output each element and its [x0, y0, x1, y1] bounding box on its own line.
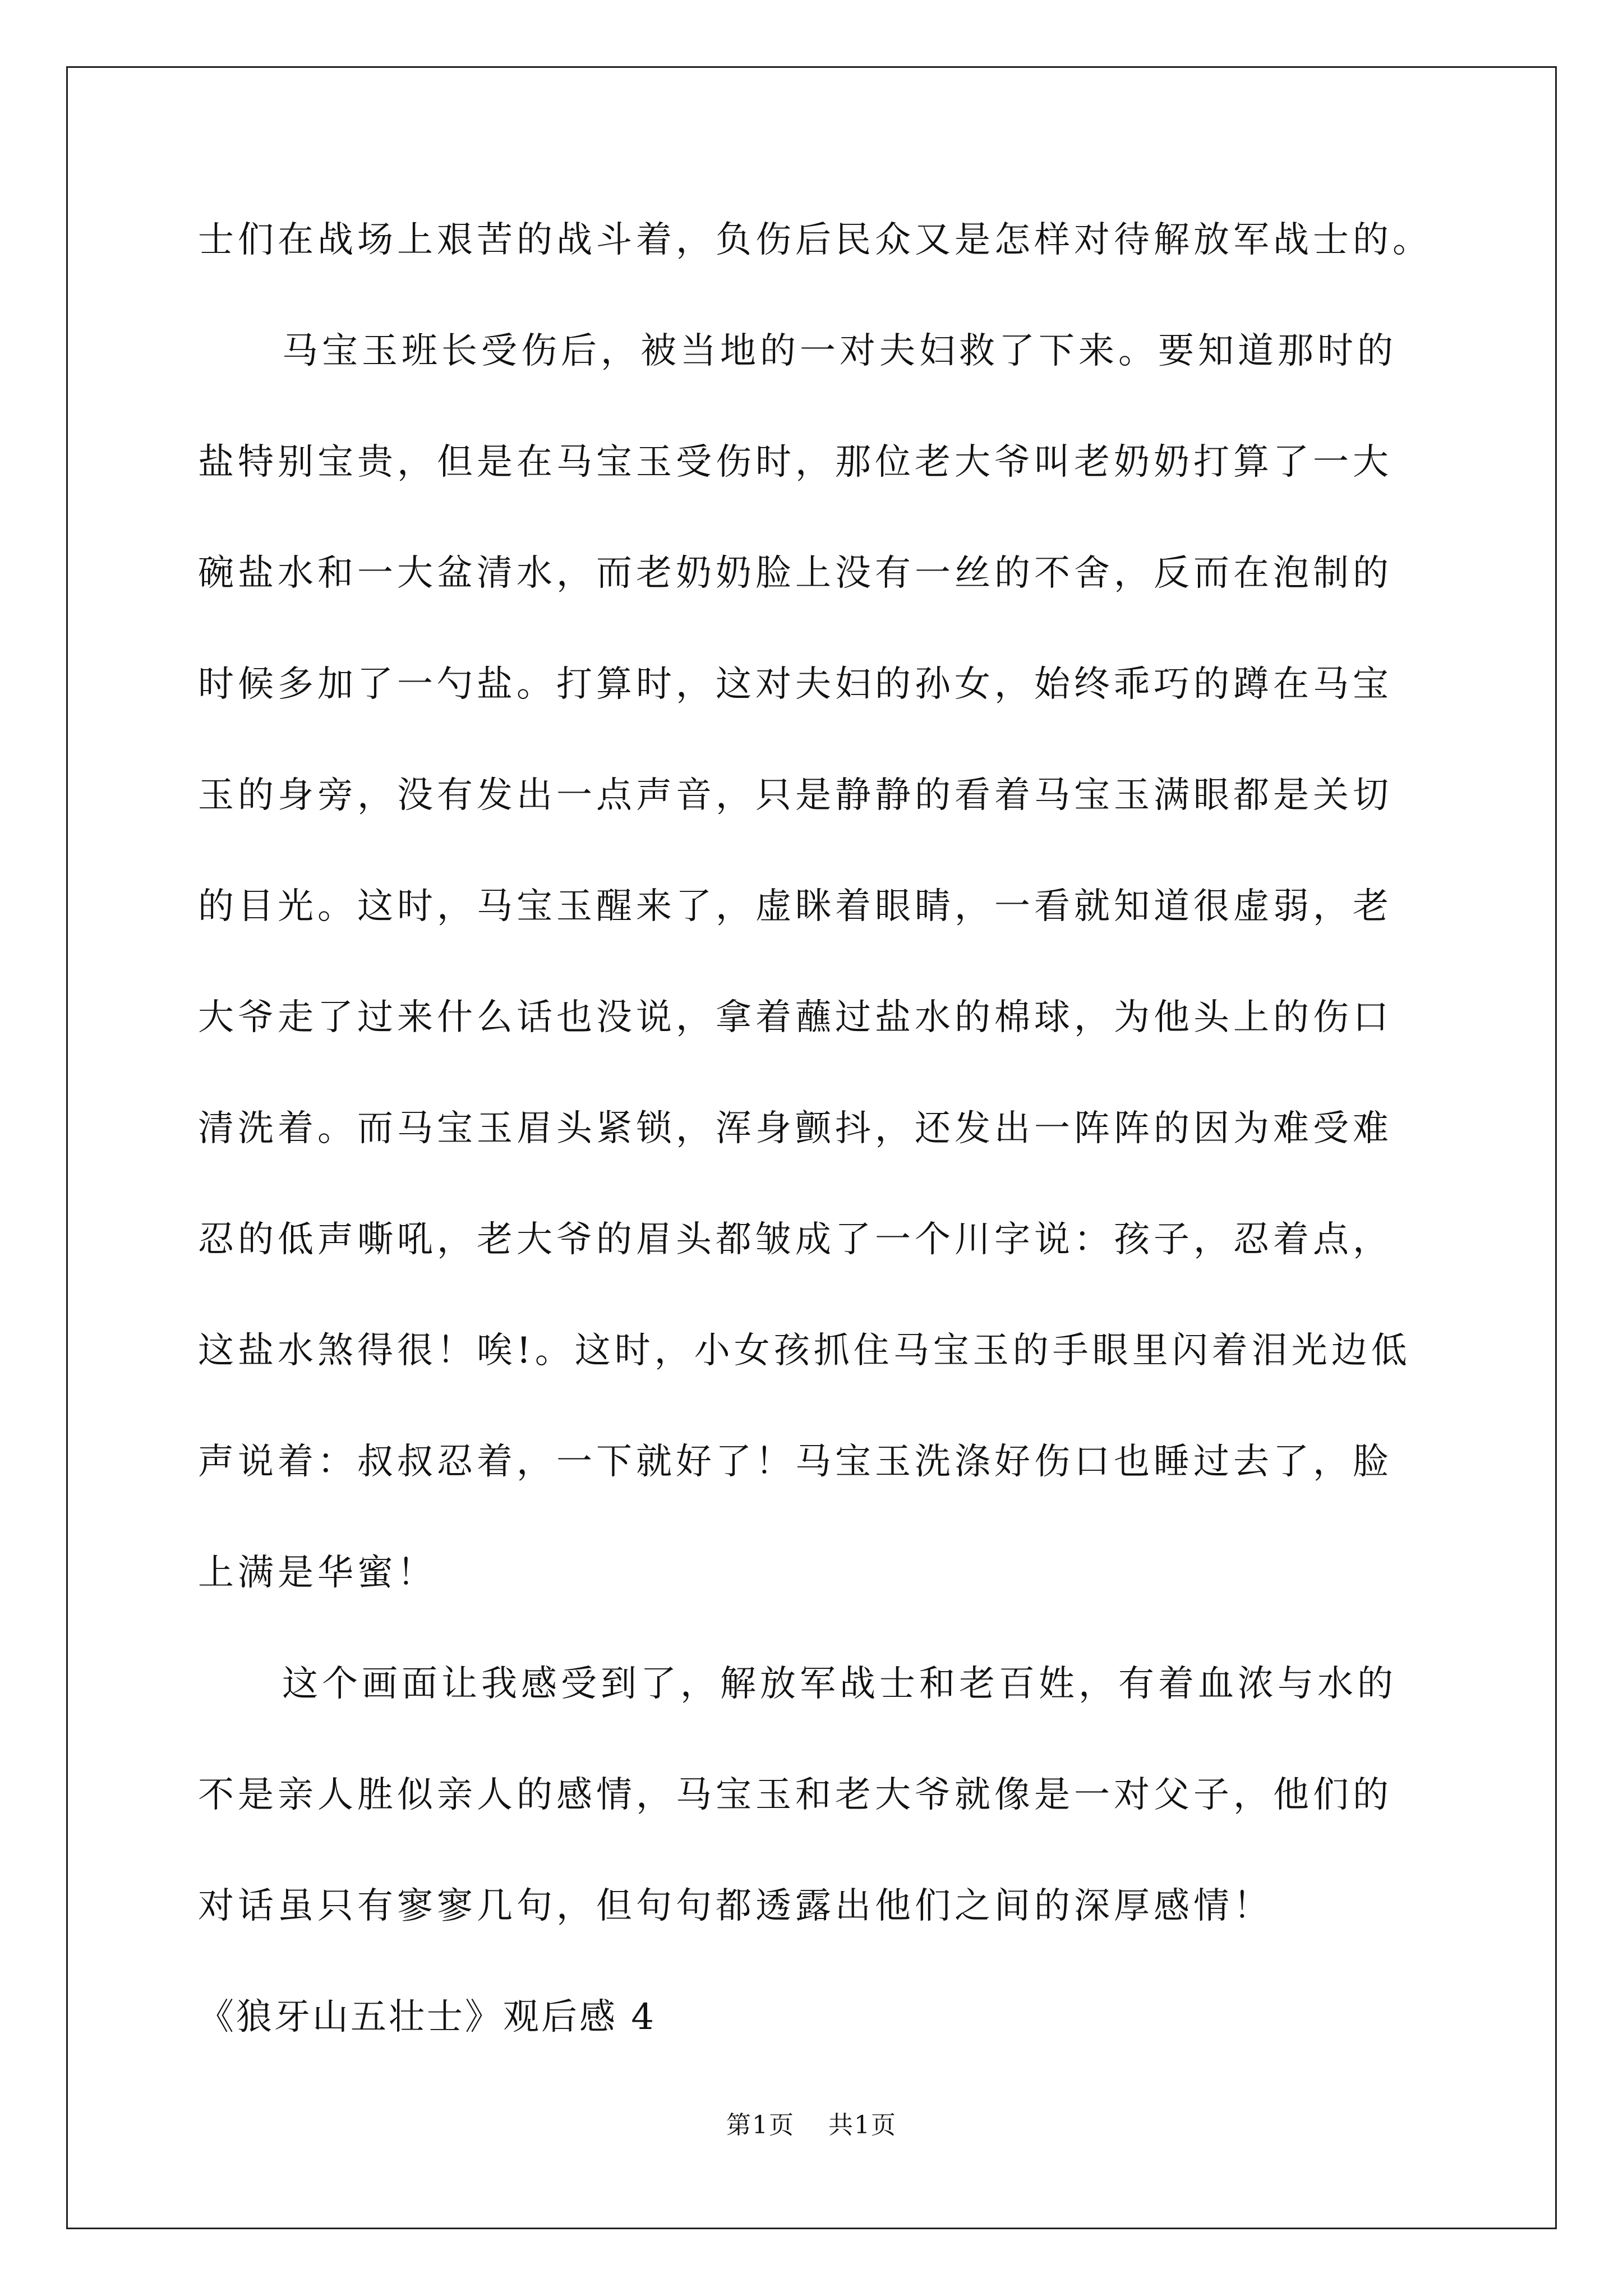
paragraph-line: 士们在战场上艰苦的战斗着，负伤后民众又是怎样对待解放军战士的。 [198, 219, 1432, 261]
paragraph-line: 这盐水煞得很！唉!。这时，小女孩抓住马宝玉的手眼里闪着泪光边低 [198, 1330, 1411, 1372]
paragraph-line: 忍的低声嘶吼，老大爷的眉头都皱成了一个川字说：孩子，忍着点， [198, 1219, 1393, 1260]
paragraph-line: 的目光。这时，马宝玉醒来了，虚眯着眼睛，一看就知道很虚弱，老 [198, 886, 1393, 927]
page-number: 第1页 [726, 2111, 795, 2139]
paragraph-line: 玉的身旁，没有发出一点声音，只是静静的看着马宝玉满眼都是关切 [198, 775, 1393, 816]
paragraph-line: 清洗着。而马宝玉眉头紧锁，浑身颤抖，还发出一阵阵的因为难受难 [198, 1108, 1393, 1149]
paragraph-line: 碗盐水和一大盆清水，而老奶奶脸上没有一丝的不舍，反而在泡制的 [198, 553, 1393, 594]
paragraph-line: 声说着：叔叔忍着，一下就好了！马宝玉洗涤好伤口也睡过去了，脸 [198, 1441, 1393, 1483]
paragraph-line: 这个画面让我感受到了，解放军战士和老百姓，有着血浓与水的 [282, 1663, 1397, 1705]
paragraph-line: 不是亲人胜似亲人的感情，马宝玉和老大爷就像是一对父子，他们的 [198, 1774, 1393, 1816]
paragraph-line: 盐特别宝贵，但是在马宝玉受伤时，那位老大爷叫老奶奶打算了一大 [198, 441, 1393, 483]
paragraph-line: 时候多加了一勺盐。打算时，这对夫妇的孙女，始终乖巧的蹲在马宝 [198, 664, 1393, 705]
page-footer [0, 2109, 1623, 2142]
paragraph-line: 马宝玉班长受伤后，被当地的一对夫妇救了下来。要知道那时的 [282, 330, 1397, 372]
paragraph-line: 对话虽只有寥寥几句，但句句都透露出他们之间的深厚感情！ [198, 1885, 1273, 1927]
document-body [198, 209, 1432, 2097]
section-heading: 《狼牙山五壮士》观后感 4 [198, 1996, 657, 2038]
paragraph-line: 大爷走了过来什么话也没说，拿着蘸过盐水的棉球，为他头上的伤口 [198, 997, 1393, 1038]
paragraph-line: 上满是华蜜！ [198, 1552, 437, 1594]
page-total: 共1页 [828, 2111, 897, 2139]
